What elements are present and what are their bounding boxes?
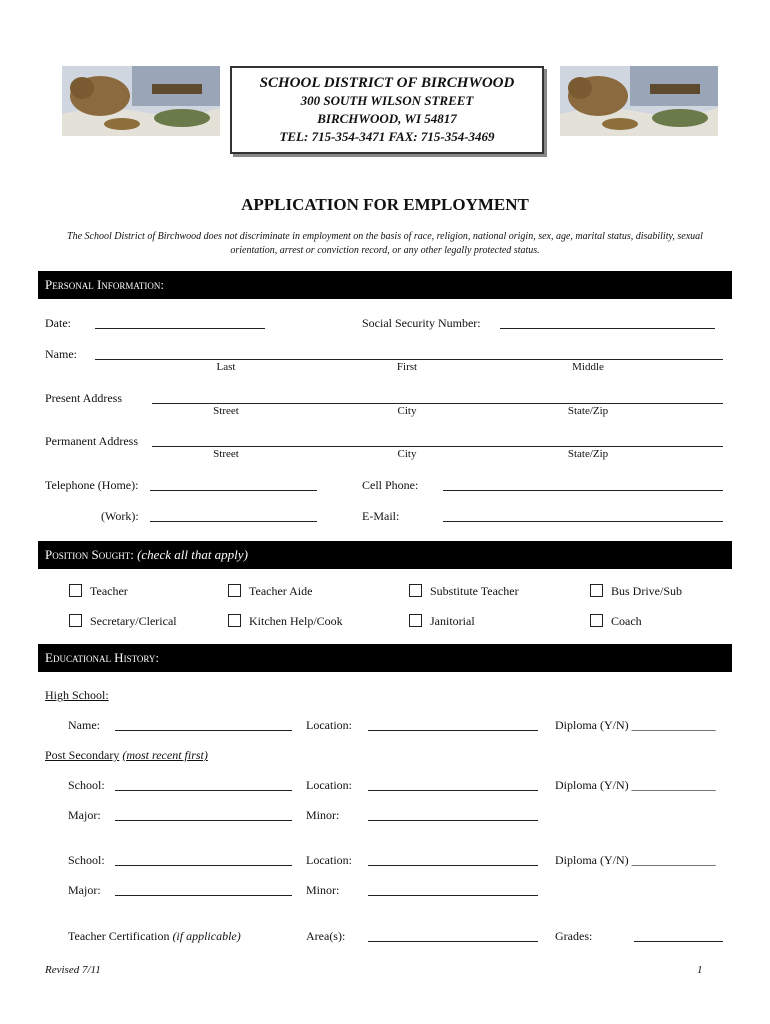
permanent-street-caption: Street [213, 448, 239, 460]
coach-option-label: Coach [611, 614, 642, 628]
high-school-label: High School: [45, 688, 109, 702]
ps2-minor-field[interactable] [368, 895, 538, 896]
ps1-minor-label: Minor: [306, 808, 340, 822]
ps2-major-label: Major: [68, 883, 101, 897]
ps2-location-field[interactable] [368, 865, 538, 866]
cert-grades-field[interactable] [634, 941, 723, 942]
district-logo-right [560, 66, 718, 136]
name-first-caption: First [396, 361, 418, 373]
name-last-caption: Last [216, 361, 236, 373]
secretary-option-label: Secretary/Clerical [90, 614, 177, 628]
name-middle-caption: Middle [572, 361, 604, 373]
janitorial-option-label: Janitorial [430, 614, 475, 628]
post-secondary-text: Post Secondary [45, 748, 120, 762]
cert-areas-field[interactable] [368, 941, 538, 942]
permanent-address-field[interactable] [152, 446, 723, 447]
present-city-caption: City [397, 405, 417, 417]
telephone-work-label: (Work): [101, 509, 139, 523]
post-secondary-label [45, 748, 208, 763]
district-logo-left [62, 66, 220, 136]
ps1-location-label: Location: [306, 778, 352, 792]
bus-driver-option-label: Bus Drive/Sub [611, 584, 683, 598]
district-name: SCHOOL DISTRICT OF BIRCHWOOD [259, 75, 515, 91]
ps2-diploma-field[interactable]: Diploma (Y/N) ______________ [555, 853, 716, 867]
page-title: APPLICATION FOR EMPLOYMENT [241, 195, 529, 214]
coach-checkbox[interactable] [590, 614, 603, 627]
kitchen-help-checkbox[interactable] [228, 614, 241, 627]
district-header [230, 66, 544, 154]
hs-diploma-field[interactable]: Diploma (Y/N) ______________ [555, 718, 716, 732]
date-field[interactable] [95, 328, 265, 329]
permanent-city-caption: City [397, 448, 417, 460]
district-city: BIRCHWOOD, WI 54817 [317, 111, 457, 126]
present-state-zip-caption: State/Zip [567, 405, 609, 417]
secretary-checkbox[interactable] [69, 614, 82, 627]
hs-location-label: Location: [306, 718, 352, 732]
hs-name-label: Name: [68, 718, 100, 732]
cert-areas-label: Area(s): [306, 929, 346, 943]
permanent-state-zip-caption: State/Zip [567, 448, 609, 460]
ps1-minor-field[interactable] [368, 820, 538, 821]
ps1-diploma-field[interactable]: Diploma (Y/N) ______________ [555, 778, 716, 792]
email-label: E-Mail: [362, 509, 400, 523]
hs-location-field[interactable] [368, 730, 538, 731]
telephone-work-field[interactable] [150, 521, 317, 522]
teacher-aide-checkbox[interactable] [228, 584, 241, 597]
ps2-school-label: School: [68, 853, 105, 867]
ssn-label: Social Security Number: [362, 316, 481, 330]
permanent-address-label: Permanent Address [45, 434, 138, 448]
post-secondary-note: (most recent first) [122, 748, 208, 762]
ps1-school-field[interactable] [115, 790, 292, 791]
present-street-caption: Street [213, 405, 239, 417]
date-label: Date: [45, 316, 71, 330]
personal-info-heading: Personal Information: [38, 271, 732, 299]
teacher-option-label: Teacher [90, 584, 128, 598]
position-heading-note: (check all that apply) [137, 547, 248, 562]
cell-phone-label: Cell Phone: [362, 478, 419, 492]
email-field[interactable] [443, 521, 723, 522]
bus-driver-checkbox[interactable] [590, 584, 603, 597]
educational-history-heading: Educational History: [38, 644, 732, 672]
kitchen-help-option-label: Kitchen Help/Cook [249, 614, 343, 628]
ps2-school-field[interactable] [115, 865, 292, 866]
name-field[interactable] [95, 359, 723, 360]
ps1-major-label: Major: [68, 808, 101, 822]
substitute-teacher-checkbox[interactable] [409, 584, 422, 597]
present-address-field[interactable] [152, 403, 723, 404]
ps2-minor-label: Minor: [306, 883, 340, 897]
page-number: 1 [697, 964, 703, 976]
present-address-label: Present Address [45, 391, 122, 405]
teacher-cert-note: (if applicable) [172, 929, 241, 943]
hs-name-field[interactable] [115, 730, 292, 731]
disclaimer: The School District of Birchwood does not discriminate in employment on the basis of race, religion, national origin, sex, age, marital status, disability, sexual orientation, arrest or conviction record, or any other legally protected status. [67, 231, 703, 256]
position-sought-heading [38, 541, 732, 569]
ps1-location-field[interactable] [368, 790, 538, 791]
name-label: Name: [45, 347, 77, 361]
janitorial-checkbox[interactable] [409, 614, 422, 627]
telephone-home-label: Telephone (Home): [45, 478, 139, 492]
cert-grades-label: Grades: [555, 929, 593, 943]
ps2-location-label: Location: [306, 853, 352, 867]
substitute-teacher-option-label: Substitute Teacher [430, 584, 519, 598]
ps1-school-label: School: [68, 778, 105, 792]
district-phone-fax: TEL: 715-354-3471 FAX: 715-354-3469 [279, 129, 495, 144]
ps1-major-field[interactable] [115, 820, 292, 821]
cell-phone-field[interactable] [443, 490, 723, 491]
ssn-field[interactable] [500, 328, 715, 329]
teacher-checkbox[interactable] [69, 584, 82, 597]
district-street: 300 SOUTH WILSON STREET [300, 93, 474, 108]
ps2-major-field[interactable] [115, 895, 292, 896]
revision-note: Revised 7/11 [45, 964, 101, 976]
telephone-home-field[interactable] [150, 490, 317, 491]
teacher-cert-text: Teacher Certification [68, 929, 170, 943]
position-heading-label: Position Sought: [45, 547, 134, 562]
teacher-aide-option-label: Teacher Aide [249, 584, 313, 598]
teacher-cert-label [68, 929, 241, 944]
